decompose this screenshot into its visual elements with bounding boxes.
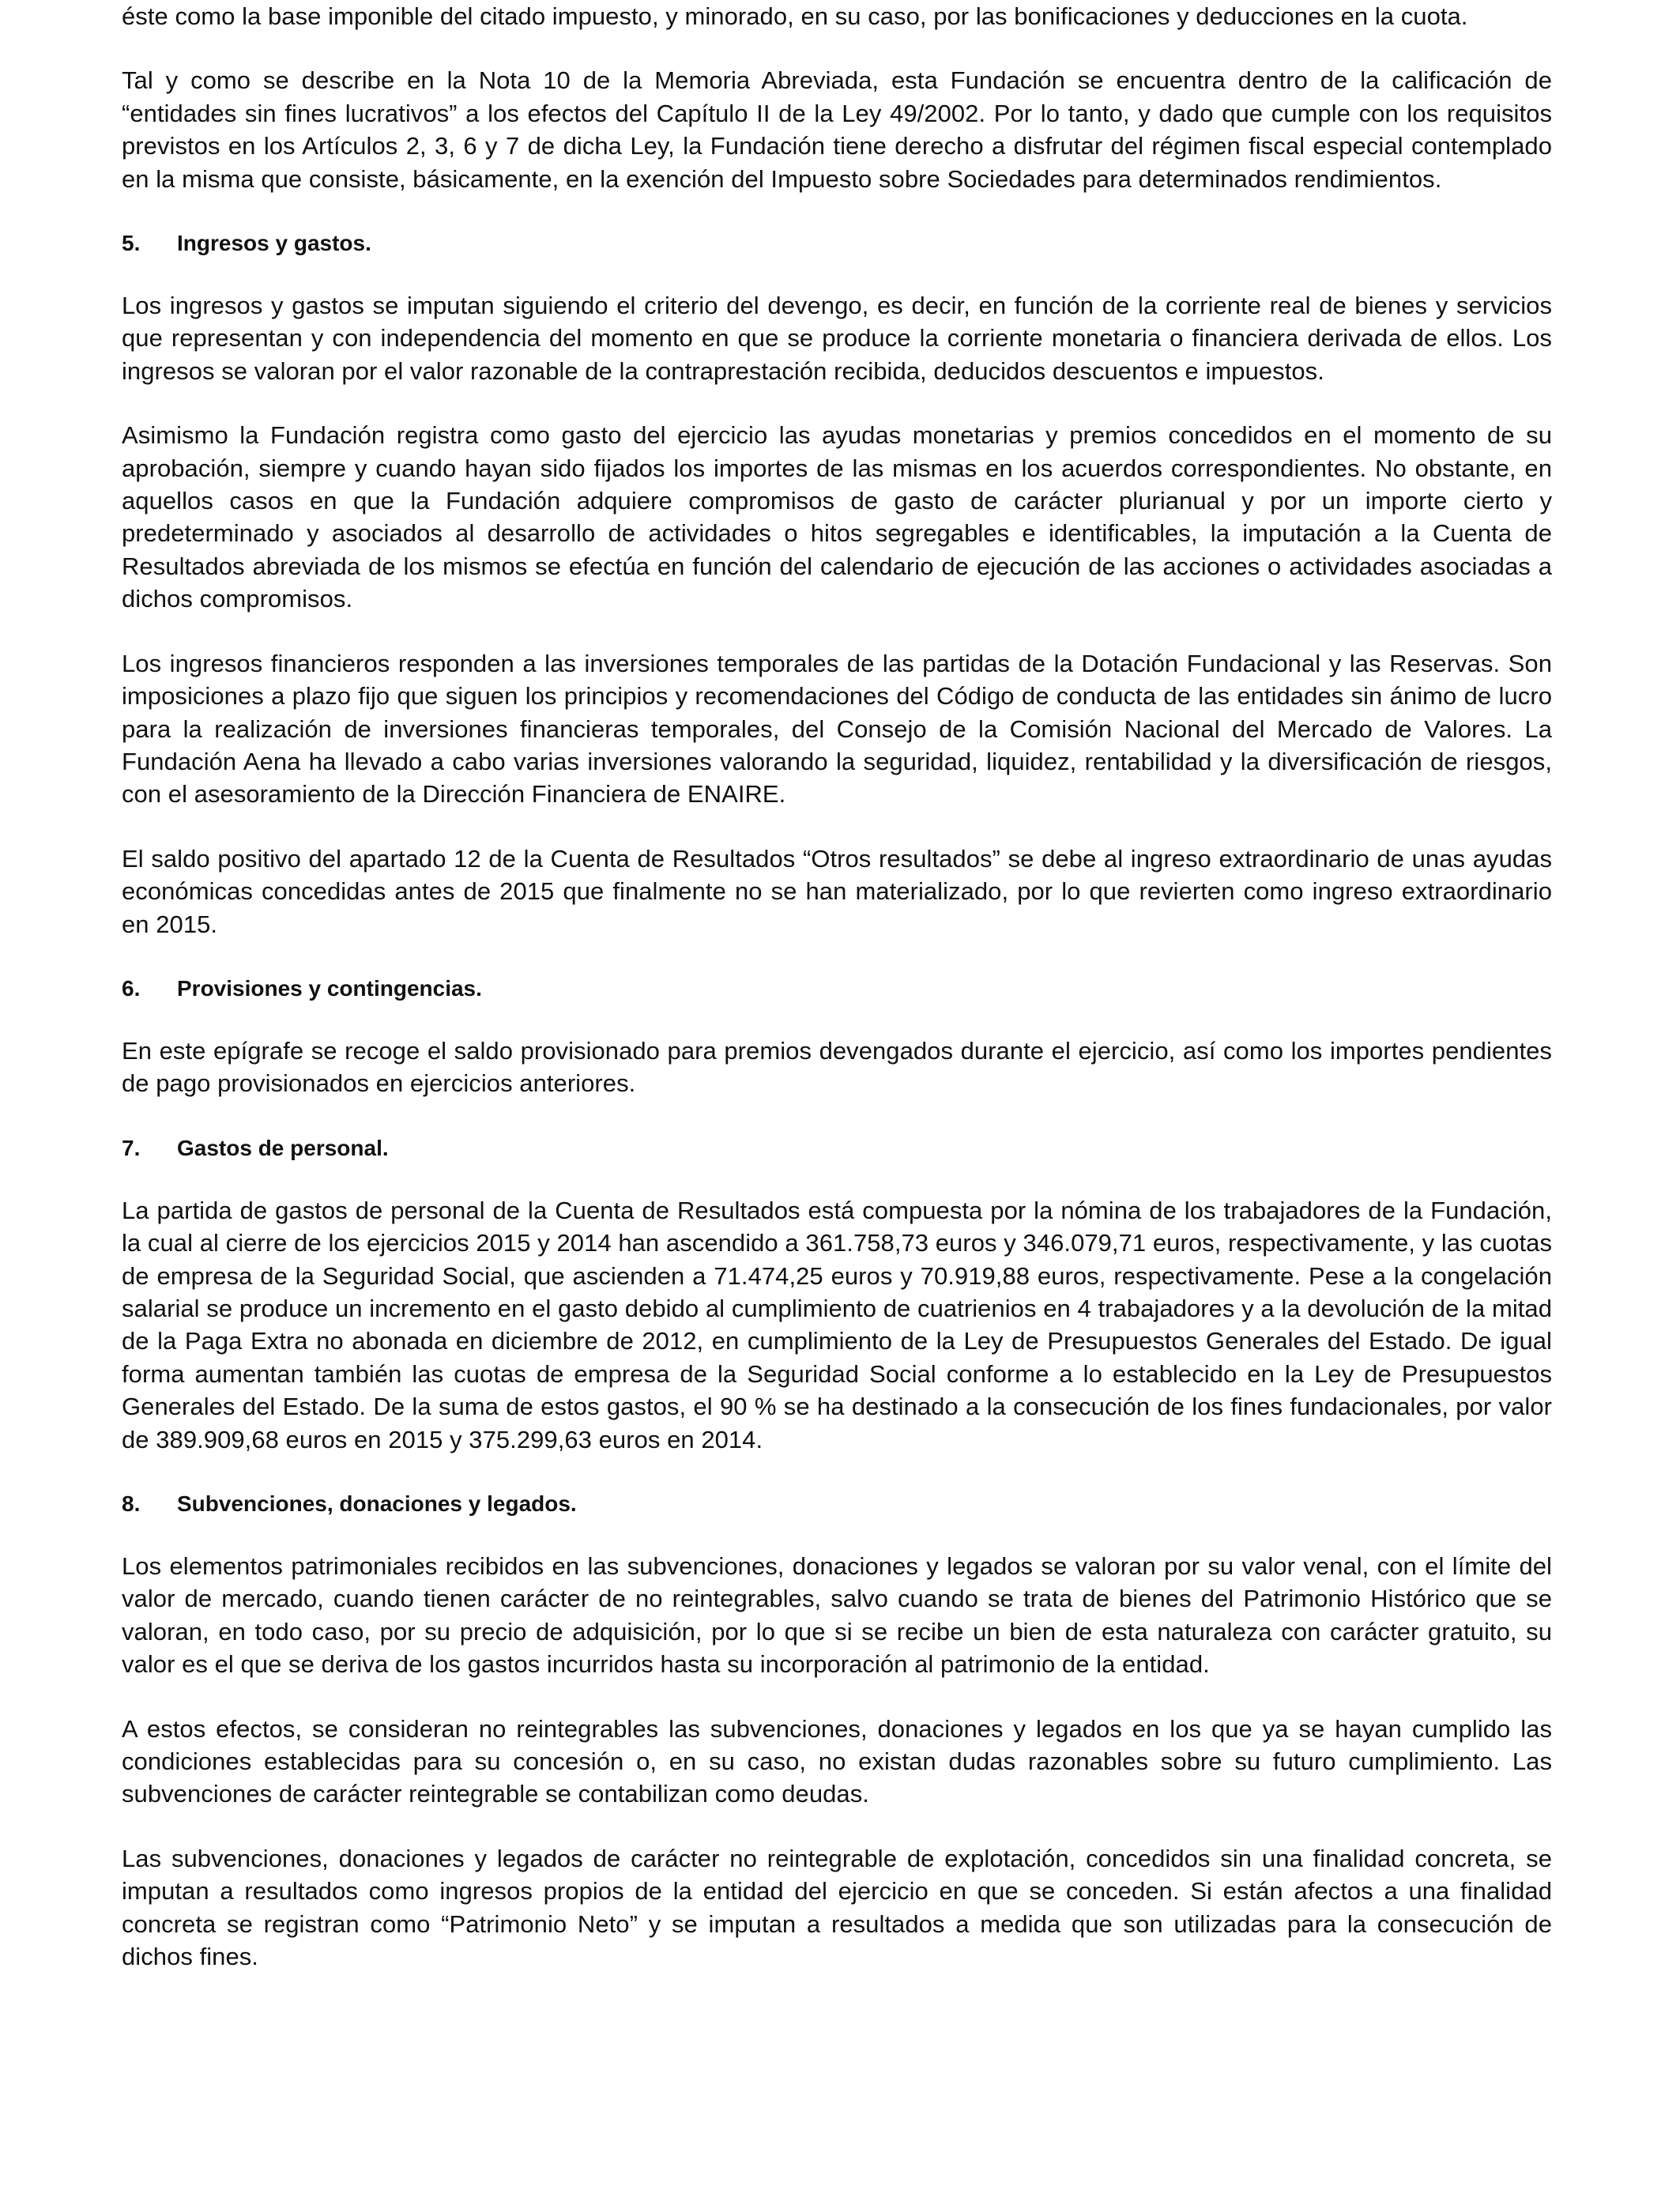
paragraph-ayudas-monetarias: Asimismo la Fundación registra como gasto del ejercicio las ayudas monetarias y premios concedidos en el momento de su aprobación, siempre y cuando hayan sido fijados los importes de las mismas en los acuerdos correspondientes. No obstante, en aquellos casos en que la Fundación adquiere compromisos de gasto de carácter plurianual y por un importe cierto y predeterminado y asociados al desarrollo de actividades o hitos segregables e identificables, la imputación a la Cuenta de Resultados abreviada de los mismos se efectúa en función del calendario de ejecución de las acciones o actividades asociadas a dichos compromisos. <box>122 421 1552 613</box>
paragraph-subvenciones-explotacion: Las subvenciones, donaciones y legados de carácter no reintegrable de explotación, concedidos sin una finalidad concreta, se imputan a resultados como ingresos propios de la entidad del ejercicio en que se conceden. Si están afectos a una finalidad concreta se registran como “Patrimonio Neto” y se imputan a resultados a medida que son utilizadas para la consecución de dichos fines. <box>122 1844 1552 1971</box>
paragraph-elementos-patrimoniales: Los elementos patrimoniales recibidos en las subvenciones, donaciones y legados se valoran por su valor venal, con el límite del valor de mercado, cuando tienen carácter de no reintegrables, salvo cuando se trata de bienes del Patrimonio Histórico que se valoran, en todo caso, por su precio de adquisición, por lo que si se recibe un bien de esta naturaleza con carácter gratuito, su valor es el que se deriva de los gastos incurridos hasta su incorporación al patrimonio de la entidad. <box>122 1552 1552 1679</box>
section-heading-provisiones <box>122 972 1552 1005</box>
paragraph-criterio-devengo: Los ingresos y gastos se imputan siguiendo el criterio del devengo, es decir, en función de la corriente real de bienes y servicios que representan y con independencia del momento en que se produce la corriente monetaria o financiera derivada de ellos. Los ingresos se valoran por el valor razonable de la contraprestación recibida, deducidos descuentos e impuestos. <box>122 292 1552 385</box>
section-title: Gastos de personal. <box>177 1135 389 1160</box>
section-heading-subvenciones <box>122 1487 1552 1520</box>
paragraph-ingresos-financieros: Los ingresos financieros responden a las inversiones temporales de las partidas de la Dotación Fundacional y las Reservas. Son imposiciones a plazo fijo que siguen los principios y recomendaciones del Código de conducta de las entidades sin ánimo de lucro para la realización de inversiones financieras temporales, del Consejo de la Comisión Nacional del Mercado de Valores. La Fundación Aena ha llevado a cabo varias inversiones valorando la seguridad, liquidez, rentabilidad y la diversificación de riesgos, con el asesoramiento de la Dirección Financiera de ENAIRE. <box>122 649 1552 809</box>
paragraph-otros-resultados: El saldo positivo del apartado 12 de la Cuenta de Resultados “Otros resultados” se debe al ingreso extraordinario de unas ayudas económicas concedidas antes de 2015 que finalmente no se han materializado, por lo que revierten como ingreso extraordinario en 2015. <box>122 844 1552 938</box>
paragraph-saldo-provisionado: En este epígrafe se recoge el saldo provisionado para premios devengados durante el ejercicio, así como los importes pendientes de pago provisionados en ejercicios anteriores. <box>122 1036 1552 1098</box>
section-heading-gastos-personal <box>122 1132 1552 1164</box>
paragraph-gastos-personal: La partida de gastos de personal de la Cuenta de Resultados está compuesta por la nómina de los trabajadores de la Fundación, la cual al cierre de los ejercicios 2015 y 2014 han ascendido a 361.758,73 euros y 346.079,71 euros, respectivamente, y las cuotas de empresa de la Seguridad Social, que ascienden a 71.474,25 euros y 70.919,88 euros, respectivamente. Pese a la congelación salarial se produce un incremento en el gasto debido al cumplimiento de cuatrienios en 4 trabajadores y a la devolución de la mitad de la Paga Extra no abonada en diciembre de 2012, en cumplimiento de la Ley de Presupuestos Generales del Estado. De igual forma aumentan también las cuotas de empresa de la Seguridad Social conforme a lo establecido en la Ley de Presupuestos Generales del Estado. De la suma de estos gastos, el 90 % se ha destinado a la consecución de los fines fundacionales, por valor de 389.909,68 euros en 2015 y 375.299,63 euros en 2014. <box>122 1196 1552 1453</box>
paragraph-regimen-fiscal: Tal y como se describe en la Nota 10 de la Memoria Abreviada, esta Fundación se encuentra dentro de la calificación de “entidades sin fines lucrativos” a los efectos del Capítulo II de la Ley 49/2002. Por lo tanto, y dado que cumple con los requisitos previstos en los Artículos 2, 3, 6 y 7 de dicha Ley, la Fundación tiene derecho a disfrutar del régimen fiscal especial contemplado en la misma que consiste, básicamente, en la exención del Impuesto sobre Sociedades para determinados rendimientos. <box>122 66 1552 193</box>
paragraph-impuesto-cuota: éste como la base imponible del citado impuesto, y minorado, en su caso, por las bonificaciones y deducciones en la cuota. <box>122 2 1468 30</box>
section-title: Provisiones y contingencias. <box>177 975 482 1001</box>
section-title: Ingresos y gastos. <box>177 231 371 256</box>
paragraph-no-reintegrables: A estos efectos, se consideran no reintegrables las subvenciones, donaciones y legados en los que ya se hayan cumplido las condiciones establecidas para su concesión o, en su caso, no existan dudas razonables sobre su futuro cumplimiento. Las subvenciones de carácter reintegrable se contabilizan como deudas. <box>122 1714 1552 1808</box>
section-title: Subvenciones, donaciones y legados. <box>177 1491 577 1516</box>
section-number: 8. <box>122 1491 141 1516</box>
section-number: 5. <box>122 231 141 256</box>
section-number: 7. <box>122 1135 141 1160</box>
document-page <box>122 0 1552 1973</box>
section-number: 6. <box>122 975 141 1001</box>
section-heading-ingresos-gastos <box>122 227 1552 259</box>
